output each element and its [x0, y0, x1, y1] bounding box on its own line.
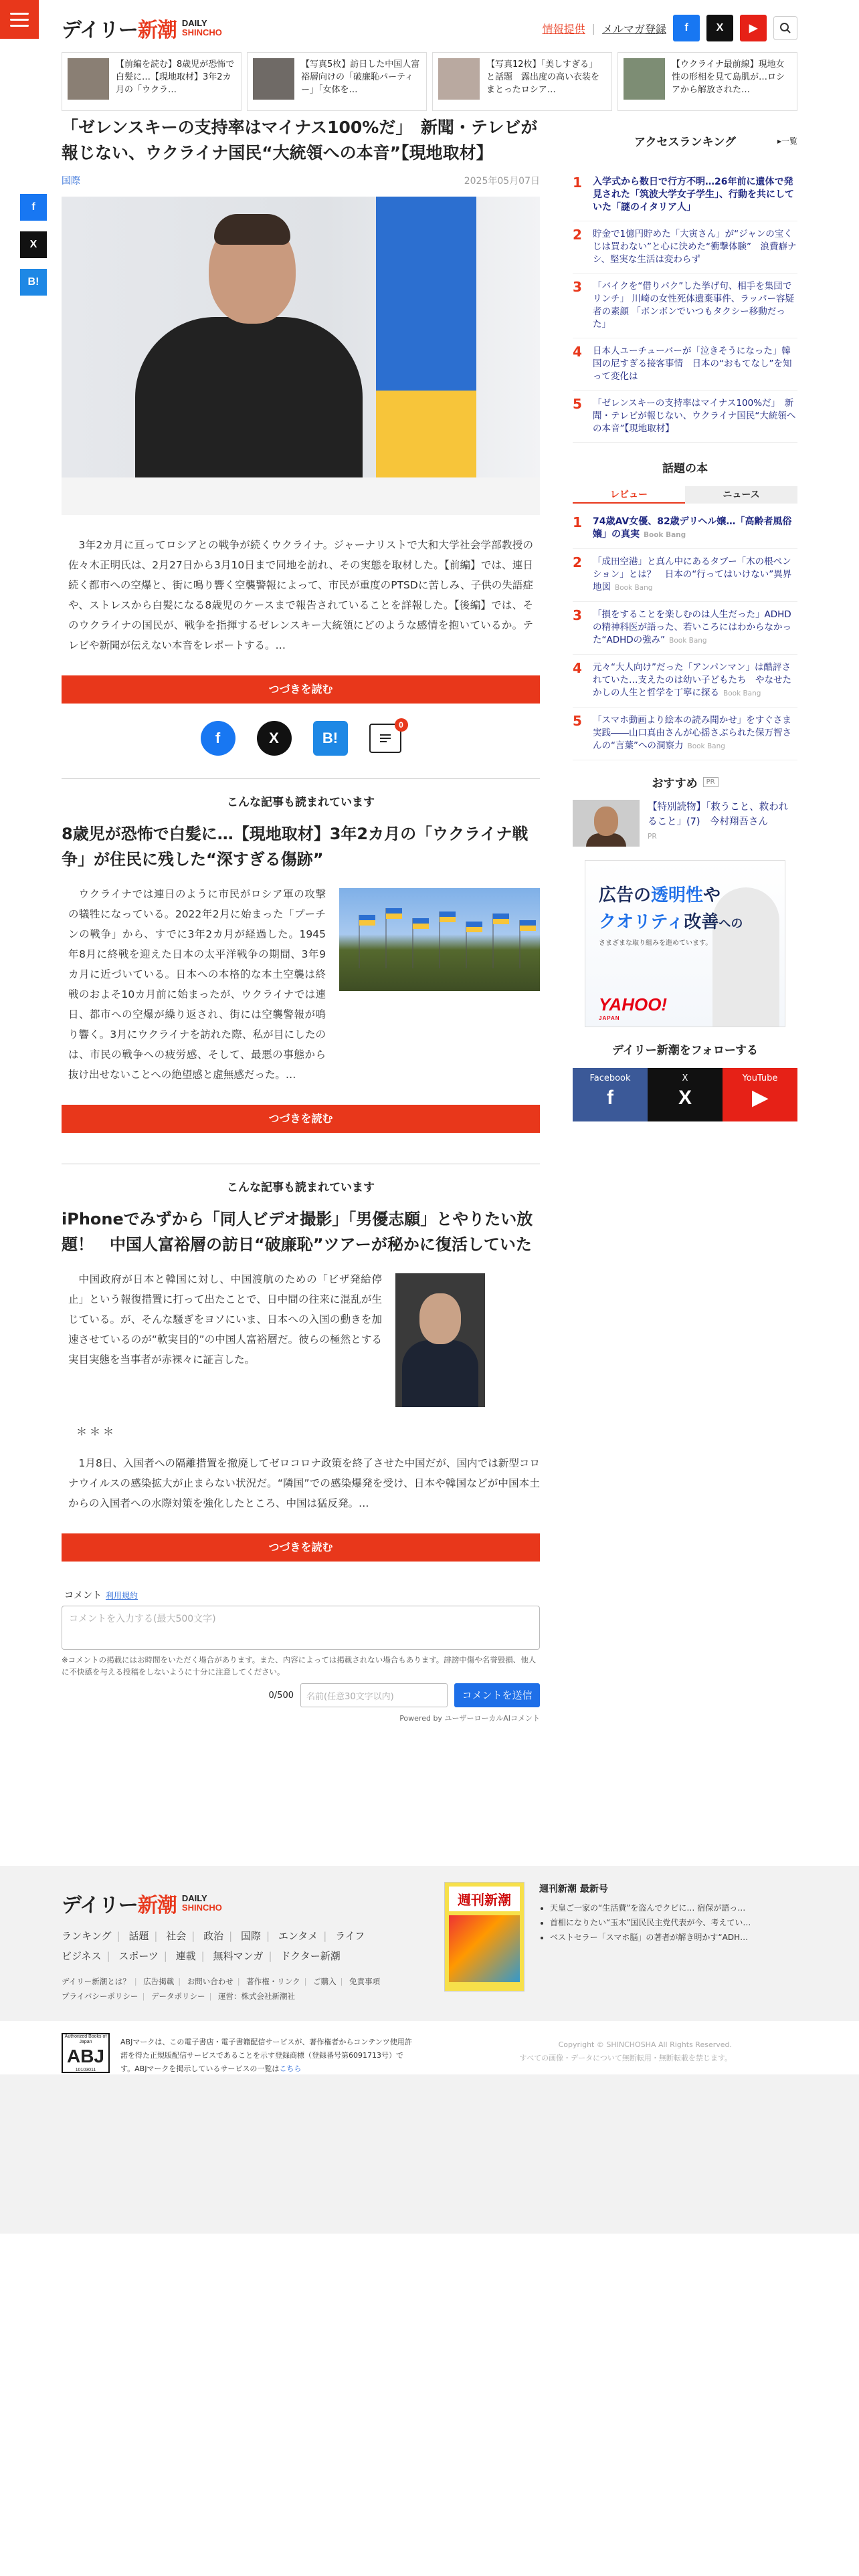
related-title[interactable]: iPhoneでみずから「同人ビデオ撮影」「男優志願」とやりたい放題！ 中国人富裕層の訪日“破廉恥”ツアーが秘かに復活していた: [62, 1210, 533, 1254]
follow-heading: デイリー新潮をフォローする: [611, 1044, 759, 1057]
youtube-icon[interactable]: ▶: [740, 15, 767, 41]
topic-strip: [62, 52, 797, 111]
name-input[interactable]: 名前(任意30文字以内): [300, 1683, 448, 1707]
x-icon: X: [678, 1087, 692, 1109]
rules-link[interactable]: 利用規約: [106, 1591, 138, 1600]
comment-actions: [62, 1683, 540, 1707]
share-bar: [62, 721, 540, 756]
comment-label: [62, 1588, 540, 1602]
books-heading: 話題の本: [662, 462, 708, 475]
side-share: [20, 194, 47, 296]
advertisement[interactable]: [585, 860, 785, 1027]
logo-jp-1: デイリー: [62, 19, 138, 42]
facebook-share-icon[interactable]: f: [20, 194, 47, 221]
footer-nav-item[interactable]: ランキング: [62, 1930, 112, 1942]
footer-nav-item[interactable]: 話題: [128, 1930, 149, 1942]
comment-note: ※コメントの掲載にはお時間をいただく場合があります。また、内容によっては掲載されない場合もあります。誹謗中傷や名誉毀損、他人に不快感を与える投稿をしないように十分に注意してください。: [62, 1655, 537, 1677]
footer-nav-item[interactable]: 政治: [203, 1930, 224, 1942]
footer-nav: ランキング | 話題 | 社会 | 政治 | 国際 | エンタメ | ライフ ビジネス | スポーツ | 連載 | 無料マンガ | ドクター新潮: [62, 1930, 365, 1962]
related-title[interactable]: 8歳児が恐怖で白髪に…【現地取材】3年2カ月の「ウクライナ戦争」が住民に残した“深すぎる傷跡”: [62, 825, 529, 869]
topic-thumbnail: [68, 58, 109, 100]
comment-icon[interactable]: [369, 720, 403, 753]
related-body: [62, 884, 540, 1085]
comment-label-text: コメント: [64, 1590, 102, 1601]
book-item[interactable]: 2 「成田空港」と真ん中にあるタブー「木の根ペンション」とは？ 日本の“行ってはいけない”異界地図 Book Bang: [573, 549, 797, 602]
divider: |: [591, 21, 595, 35]
topic-item[interactable]: [617, 52, 797, 111]
logo-en-1: DAILY: [181, 18, 207, 28]
submit-comment-button[interactable]: コメントを送信: [454, 1683, 540, 1707]
ranking-heading: [573, 132, 797, 149]
comment-input[interactable]: コメントを入力する(最大500文字): [62, 1606, 540, 1650]
books-tabs: [573, 486, 797, 504]
footer-nav-item[interactable]: 社会: [166, 1930, 187, 1942]
footer-logo[interactable]: デイリー新潮 DAILY SHINCHO: [62, 1893, 222, 1917]
main-column: [62, 112, 540, 1723]
topic-thumbnail: [438, 58, 480, 100]
ad-sub: さまざまな取り組みを進めています。: [599, 940, 712, 947]
latest-issue-item[interactable]: • 天皇ご一家の“生活費”を盗んでクビに… 宿保が語っ…: [550, 1901, 793, 1915]
related-section-heading: こんな記事も読まれています: [62, 1164, 540, 1194]
footer-link[interactable]: ご購入: [313, 1977, 337, 1986]
related-text: ウクライナでは連日のように市民がロシア軍の攻撃の犠牲になっている。2022年2月に始まった「プーチンの戦争」から、すでに3年2カ月が経過した。1945年8月に終戦を迎えた日本の太平洋戦争の期間、3年9カ月に近づいている。日本への本格的な本土空襲は終戦のおよそ10カ月前に始まったが、ウクライナでは連日、都市への空爆が繰り返され、街には空襲警報が鳴り響く。3月にウクライナを訪れた際、私が目にしたのは、市民の戦争への疲労感、そして、最悪の事態から抜け出せないことへの絶望感と虚無感だった。…: [68, 888, 326, 1081]
podium: [62, 477, 540, 515]
ranking-item[interactable]: 4 日本人ユーチューバーが「泣きそうになった」韓国の尼すぎる接客事情 日本の“おもてなし”を知って変化は: [573, 338, 797, 391]
abj-link[interactable]: こちら: [279, 2064, 302, 2073]
flag-blue: [376, 197, 476, 391]
footer-link[interactable]: お問い合わせ: [187, 1977, 233, 1986]
topic-text: 【写真5枚】訪日した中国人富裕層向けの「破廉恥パーティー」「女体を…: [301, 60, 420, 95]
x-icon[interactable]: X: [706, 15, 733, 41]
search-icon[interactable]: [773, 16, 797, 40]
header-right: [543, 15, 797, 41]
topic-item[interactable]: [62, 52, 242, 111]
hero-image: [62, 197, 540, 515]
x-share-button[interactable]: X: [257, 721, 292, 756]
related-text: 中国政府が日本と韓国に対し、中国渡航のための「ビザ発給停止」という報復措置に打って出たことで、日中間の往来に混乱が生じている。が、そんな騒ぎをヨソにいま、日本への入国の動きを加速させているのが“軟実目的”の中国人富裕層だ。彼らの極然とする実目実態を当事者が赤裸々に証言した。: [68, 1273, 382, 1366]
youtube-icon: ▶: [752, 1087, 768, 1109]
hamburger-icon: [10, 13, 29, 15]
speaker-figure: [135, 217, 363, 515]
topic-item[interactable]: [432, 52, 612, 111]
topic-text: 【ウクライナ最前線】現地女性の形相を見て島肌が…ロシアから解放された…: [672, 60, 785, 95]
x-share-icon[interactable]: X: [20, 231, 47, 258]
topic-thumbnail: [624, 58, 665, 100]
pr-badge: PR: [703, 777, 719, 787]
hatena-share-button[interactable]: B!: [313, 721, 348, 756]
latest-issue-item[interactable]: • ベストセラー「スマホ脳」の著者が解き明かす“ADH…: [550, 1930, 793, 1945]
facebook-share-button[interactable]: f: [201, 721, 235, 756]
tab-news[interactable]: ニュース: [685, 486, 797, 504]
footer-nav-item[interactable]: 連載: [175, 1950, 196, 1962]
related-image-flags: [339, 888, 540, 991]
footer-links: デイリー新潮とは？ | 広告掲載 | お問い合わせ | 著作権・リンク | ご購入 | 免責事項 プライバシーポリシー | データポリシー | 運営：株式会社新潮社: [62, 1977, 381, 2001]
tip-link[interactable]: 情報提供: [542, 22, 585, 35]
magazine-cover[interactable]: [444, 1882, 524, 1992]
latest-issue-item[interactable]: • 首相になりたい“玉木”国民民主党代表が今、考えてい…: [550, 1915, 793, 1930]
char-count: 0/500: [268, 1690, 294, 1701]
footer: [0, 1866, 859, 2234]
footer-link[interactable]: デイリー新潮とは？: [62, 1977, 130, 1986]
follow-facebook[interactable]: Facebook f: [573, 1068, 648, 1121]
ranking-item[interactable]: 2 貯金で1億円貯めた「大寅さん」が“ジャンの宝くじは買わない”と心に決めた“衝撃体験” 浪費癖ナシ、堅実な生活は変わらず: [573, 221, 797, 274]
article-date: 2025年05月07日: [464, 176, 540, 187]
comment-form: [62, 1588, 540, 1723]
article-title: 「ゼレンスキーの支持率はマイナス100%だ」 新聞・テレビが報じない、ウクライナ国民“大統領への本音”【現地取材】: [62, 118, 538, 163]
ranking-more-link[interactable]: ▸一覧: [777, 136, 797, 146]
book-item[interactable]: 3 「損をすることを楽しむのは人生だった」ADHDの精神科医が語った、若いころにはわからなかった“ADHDの強み” Book Bang: [573, 602, 797, 655]
read-more-button[interactable]: つづきを読む: [62, 675, 540, 704]
copyright: Copyright © SHINCHOSHA All Rights Reserved. すべての画像・データについて無断転用・無断転載を禁じます。: [519, 2040, 732, 2062]
facebook-icon[interactable]: f: [673, 15, 700, 41]
topic-text: 【写真12枚】「美しすぎる」と話題 露出度の高い衣装をまとったロシア…: [486, 60, 600, 95]
facebook-icon: f: [607, 1087, 613, 1109]
recommend-title: おすすめ: [652, 777, 698, 790]
footer-link[interactable]: 広告掲載: [143, 1977, 175, 1986]
topic-thumbnail: [253, 58, 294, 100]
article-meta: [62, 174, 540, 187]
menu-button[interactable]: [0, 0, 39, 39]
abj-text: ABJマークは、この電子書店・電子書籍配信サービスが、著作権者からコンテンツ使用許諾を得た正規版配信サービスであることを示す登録商標（登録番号第6091713号）です。ABJマークを掲示しているサービスの一覧はこちら: [120, 2038, 412, 2073]
footer-nav-item[interactable]: エンタメ: [278, 1930, 318, 1942]
ad-headline: 広告の透明性や クオリティ改善への: [599, 885, 743, 932]
footer-link[interactable]: 免責事項: [349, 1977, 381, 1986]
read-more-button[interactable]: つづきを読む: [62, 1533, 540, 1562]
article-category[interactable]: 国際: [62, 176, 80, 187]
mailmag-link[interactable]: メルマガ登録: [601, 22, 666, 35]
footer-nav-item[interactable]: ビジネス: [62, 1950, 102, 1962]
hatena-share-icon[interactable]: B!: [20, 269, 47, 296]
books-list: [573, 509, 797, 760]
magazine-art: [449, 1915, 520, 1982]
footer-link[interactable]: プライバシーポリシー: [62, 1992, 138, 2001]
sidebar: [573, 112, 797, 1121]
book-item[interactable]: 5 「スマホ動画より絵本の読み聞かせ」をすぐさま実践――山口真由さんが心揺さぶられた保万智さんの“言葉”への洞察力 Book Bang: [573, 708, 797, 760]
article-lead: 3年2カ月に亘ってロシアとの戦争が続くウクライナ。ジャーナリストで大和大学社会学部教授の佐々木正明氏は、2月27日から3月10日まで同地を訪れ、その実態を取材した。【前編】では、連日続く都市への空爆と、街に鳴り響く空襲警報によって、市民が重度のPTSDに苦しみ、子供の失語症や、ストレスから白髪になる8歳児のケースまで報告されていることを詳報した。【後編】では、そのウクライナの国民が、戦争を指揮するゼレンスキー大統領にどのような感情を抱いているか。テレビや新聞が伝えない本音をレポートする。…: [68, 539, 533, 651]
ranking-item[interactable]: 5 「ゼレンスキーの支持率はマイナス100%だ」 新聞・テレビが報じない、ウクライナ国民“大統領への本音”【現地取材】: [573, 391, 797, 443]
hamburger-icon: [10, 19, 29, 21]
ranking-item[interactable]: 3 「バイクを“借りパク”した挙げ句、相手を集団でリンチ」 川崎の女性死体遺棄事件、ラッパー容疑者の素顔 「ボンボンでいつもタクシー移動だった」: [573, 274, 797, 338]
hamburger-icon: [10, 25, 29, 27]
read-more-button[interactable]: つづきを読む: [62, 1105, 540, 1133]
ranking-list: [573, 169, 797, 443]
abj-mark: Authorized Books of Japan ABJ 10103011: [62, 2033, 110, 2073]
recommend-item[interactable]: 【特別読物】「救うこと、救われること」(7) 今村翔吾さん PR: [573, 800, 797, 847]
related-section-heading: こんな記事も読まれています: [62, 778, 540, 809]
topic-text: 【前編を読む】8歳児が恐怖で白髪に…【現地取材】3年2カ月の「ウクラ…: [116, 60, 235, 95]
related-text: 1月8日、入国者への隔離措置を撤廃してゼロコロナ政策を終了させた中国だが、国内では新型コロナウイルスの感染拡大が止まらない状況だ。“隣国”での感染爆発を受け、日本や韓国などが中国本土からの入国者への水際対策を強化したところ、中国は猛反発。…: [68, 1457, 540, 1509]
logo-en-2: SHINCHO: [181, 27, 222, 37]
magazine-title: 週刊新潮: [449, 1887, 520, 1911]
footer-nav-item[interactable]: ライフ: [335, 1930, 365, 1942]
comment-count-badge: 0: [395, 718, 408, 732]
powered-by: Powered by ユーザーローカルAIコメント: [399, 1714, 540, 1723]
footer-bottom: [0, 2021, 859, 2074]
footer-nav-item[interactable]: 国際: [240, 1930, 261, 1942]
recommend-heading: [573, 774, 797, 790]
follow-x[interactable]: X X: [648, 1068, 723, 1121]
tab-review[interactable]: レビュー: [573, 486, 685, 504]
footer-nav-item[interactable]: ドクター新潮: [280, 1950, 341, 1962]
related-body: [62, 1269, 540, 1407]
footer-link[interactable]: データポリシー: [151, 1992, 205, 2001]
footer-link[interactable]: 著作権・リンク: [246, 1977, 300, 1986]
latest-issue: [539, 1882, 793, 1945]
book-item[interactable]: 4 元々“大人向け”だった「アンパンマン」は酷評されていた…支えたのは幼い子どもたち やなせたかしの人生と哲学を丁寧に探る Book Bang: [573, 655, 797, 708]
logo-jp-2: 新潮: [137, 19, 177, 42]
ranking-item[interactable]: 1 入学式から数日で行方不明…26年前に遺体で発見された「筑波大学女子学生」、行動を共にしていた「謎のイタリア人」: [573, 169, 797, 221]
ad-brand-logo: YAHOO! JAPAN: [599, 994, 668, 1021]
publisher: 運営：株式会社新潮社: [218, 1992, 295, 2001]
latest-issue-title: 週刊新潮 最新号: [539, 1884, 608, 1895]
footer-nav-item[interactable]: 無料マンガ: [213, 1950, 264, 1962]
book-item[interactable]: 1 74歳AV女優、82歳デリヘル嬢…「高齢者風俗嬢」の真実 Book Bang: [573, 509, 797, 549]
topic-item[interactable]: [247, 52, 427, 111]
ranking-title: アクセスランキング: [634, 136, 736, 149]
related-image-portrait: [395, 1273, 485, 1407]
recommend-thumbnail: [573, 800, 640, 847]
section-break: ＊＊＊: [76, 1425, 117, 1438]
footer-nav-item[interactable]: スポーツ: [118, 1950, 159, 1962]
site-logo[interactable]: [62, 13, 222, 43]
follow-youtube[interactable]: YouTube ▶: [723, 1068, 797, 1121]
follow-buttons: [573, 1068, 797, 1121]
